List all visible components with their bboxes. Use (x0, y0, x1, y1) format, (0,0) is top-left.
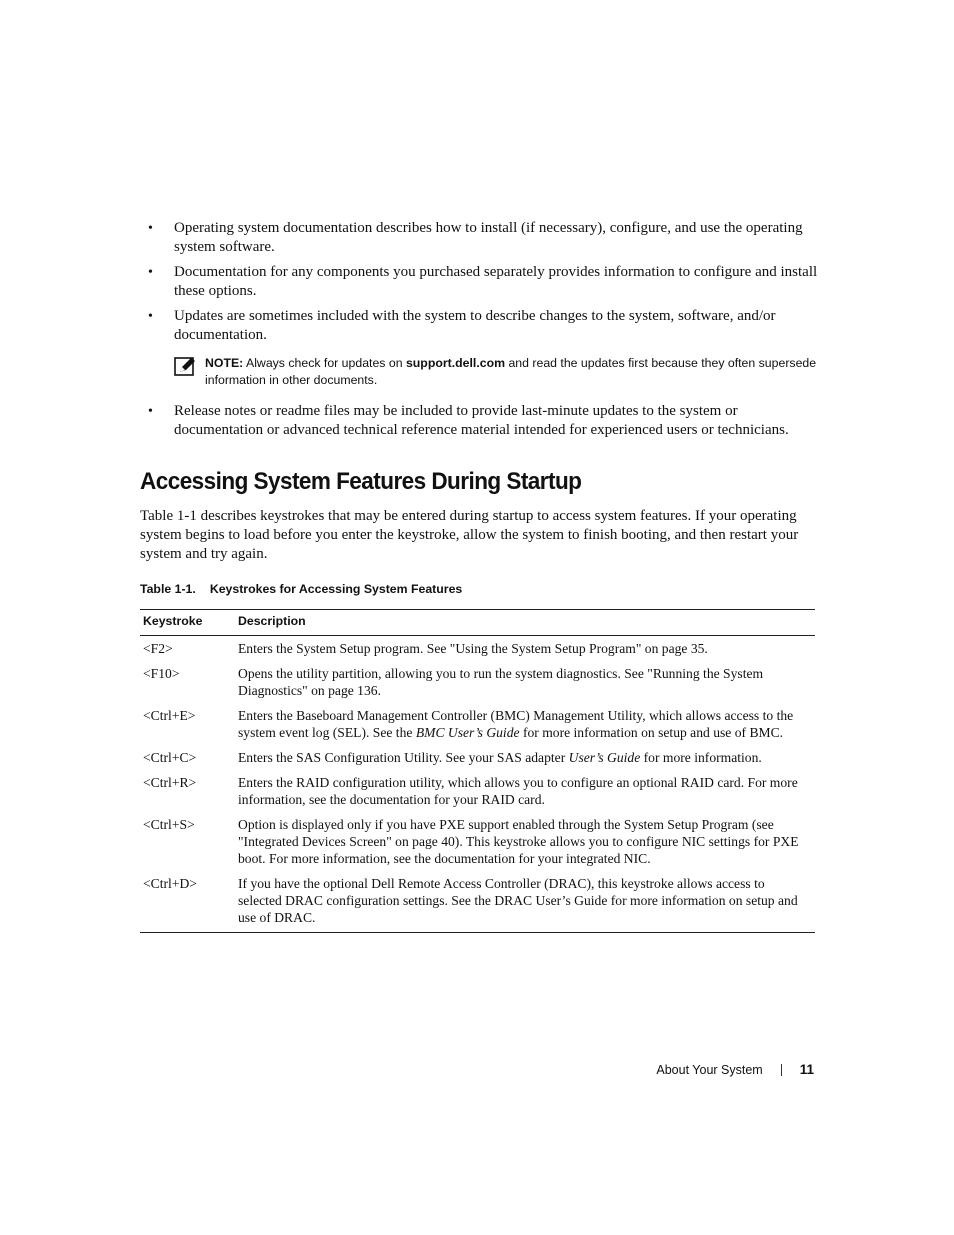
column-header-keystroke: Keystroke (143, 614, 203, 628)
table-row (140, 703, 815, 745)
table-row (140, 661, 815, 703)
bullet-list (148, 219, 818, 446)
bullet-icon: • (148, 265, 153, 280)
bullet-text: Operating system documentation describes how to install (if necessary), configure, and use the operating system software. (174, 220, 803, 255)
note-text-after: and read the updates first because they often supersede information in other documents. (205, 356, 817, 387)
pencil-note-icon (174, 357, 196, 377)
table-row (140, 636, 815, 662)
bullet-icon: • (148, 221, 153, 236)
table-caption (140, 582, 462, 596)
table-row (140, 770, 815, 812)
list-item (148, 263, 818, 301)
column-header-description: Description (238, 614, 306, 628)
note-text: Always check for updates on (243, 356, 406, 370)
bullet-text: Updates are sometimes included with the system to describe changes to the system, software, and/or documentation. (174, 308, 776, 343)
description-cell: Opens the utility partition, allowing you to run the system diagnostics. See "Running the System Diagnostics" on page 136. (238, 666, 764, 698)
description-cell: Option is displayed only if you have PXE support enabled through the System Setup Program (see "Integrated Devices Screen" on page 40). This keystroke allows you to configure NIC settings for PXE boot. For more information, see the documentation for your integrated NIC. (238, 817, 799, 866)
description-cell: If you have the optional Dell Remote Access Controller (DRAC), this keystroke allows access to selected DRAC configuration settings. See the DRAC User’s Guide for more information on setup and use of DRAC. (238, 876, 798, 925)
table-row (140, 871, 815, 933)
table-row (140, 812, 815, 871)
keystroke-cell: <Ctrl+R> (143, 775, 197, 790)
footer-section-title: About Your System (656, 1062, 763, 1077)
page-number: 11 (799, 1062, 814, 1077)
footer-divider (781, 1064, 782, 1076)
note-label: NOTE: (205, 356, 244, 370)
page-footer (656, 1062, 814, 1077)
bullet-icon: • (148, 404, 153, 419)
description-cell: Enters the SAS Configuration Utility. See your SAS adapter User’s Guide for more information. (238, 750, 762, 765)
list-item (148, 307, 818, 345)
bullet-text: Release notes or readme files may be included to provide last-minute updates to the system or documentation or advanced technical reference material intended for experienced users or technicians. (174, 403, 789, 438)
keystroke-cell: <Ctrl+S> (143, 817, 195, 832)
table-caption-title: Keystrokes for Accessing System Features (209, 582, 463, 596)
keystroke-cell: <F10> (143, 666, 180, 681)
section-heading: Accessing System Features During Startup (140, 468, 582, 495)
note-link[interactable]: support.dell.com (405, 356, 506, 370)
intro-paragraph: Table 1-1 describes keystrokes that may be entered during startup to access system features. If your operating system begins to load before you enter the keystroke, allow the system to finish booting, and then restart your system and try again. (140, 508, 799, 562)
description-cell: Enters the System Setup program. See "Using the System Setup Program" on page 35. (238, 641, 708, 656)
description-cell: Enters the RAID configuration utility, which allows you to configure an optional RAID card. For more information, see the documentation for your RAID card. (238, 775, 798, 807)
note-box (174, 355, 818, 389)
table-row (140, 745, 815, 770)
description-cell: Enters the Baseboard Management Controller (BMC) Management Utility, which allows access to the system event log (SEL). See the BMC User’s Guide for more information on setup and use of BMC. (238, 708, 794, 740)
bullet-icon: • (148, 309, 153, 324)
table-caption-number: Table 1-1. (140, 582, 196, 596)
keystroke-cell: <Ctrl+D> (143, 876, 197, 891)
list-item (148, 402, 818, 440)
keystroke-cell: <Ctrl+E> (143, 708, 196, 723)
keystroke-cell: <Ctrl+C> (143, 750, 197, 765)
bullet-text: Documentation for any components you purchased separately provides information to configure and install these options. (174, 264, 818, 299)
keystroke-cell: <F2> (143, 641, 173, 656)
keystroke-table (140, 609, 815, 933)
table-header-row (140, 610, 815, 636)
list-item (148, 219, 818, 257)
